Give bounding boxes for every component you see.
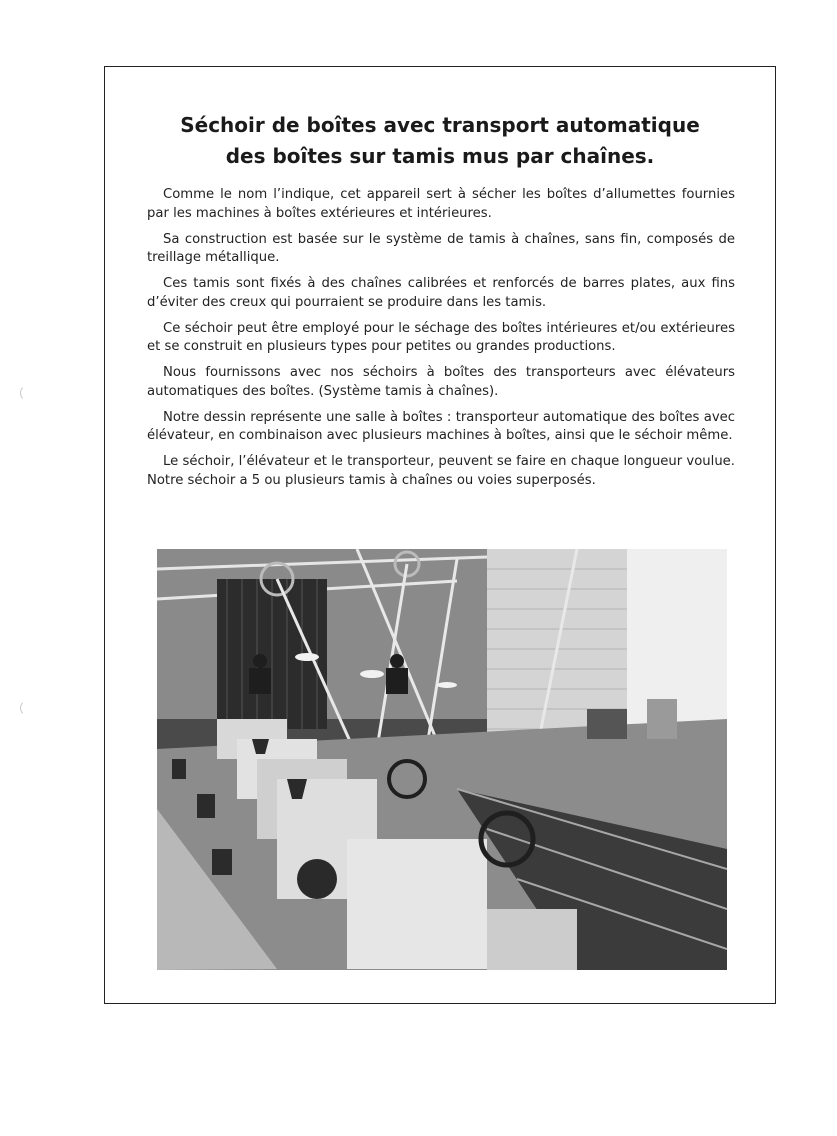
binder-hole-top	[20, 385, 36, 401]
paragraph: Comme le nom l’indique, cet appareil sert à sécher les boîtes d’allumettes fournies par les machines à boîtes extérieures et intérieures.	[147, 187, 735, 221]
page-title	[104, 110, 776, 172]
title-line-1: Séchoir de boîtes avec transport automatique	[180, 113, 700, 137]
paragraph: Nous fournissons avec nos séchoirs à boîtes des transporteurs avec élévateurs automatiques des boîtes. (Système tamis à chaînes).	[147, 365, 735, 399]
factory-photo	[157, 549, 727, 970]
paragraph: Le séchoir, l’élévateur et le transporteur, peuvent se faire en chaque longueur voulue. Notre séchoir a 5 ou plusieurs tamis à chaînes ou voies superposés.	[147, 454, 735, 488]
factory-photo-illustration	[157, 549, 727, 970]
paragraph: Ces tamis sont fixés à des chaînes calibrées et renforcés de barres plates, aux fins d’éviter des creux qui pourraient se produire dans les tamis.	[147, 276, 735, 310]
paragraph: Ce séchoir peut être employé pour le séchage des boîtes intérieures et/ou extérieures et se construit en plusieurs types pour petites ou grandes productions.	[147, 320, 735, 354]
paragraph: Sa construction est basée sur le système de tamis à chaînes, sans fin, composés de treillage métallique.	[147, 231, 735, 265]
paragraph: Notre dessin représente une salle à boîtes : transporteur automatique des boîtes avec élévateur, en combinaison avec plusieurs machines à boîtes, ainsi que le séchoir même.	[147, 409, 735, 443]
body-text	[147, 186, 735, 498]
title-line-2: des boîtes sur tamis mus par chaînes.	[225, 144, 655, 168]
binder-hole-bottom	[20, 700, 36, 716]
